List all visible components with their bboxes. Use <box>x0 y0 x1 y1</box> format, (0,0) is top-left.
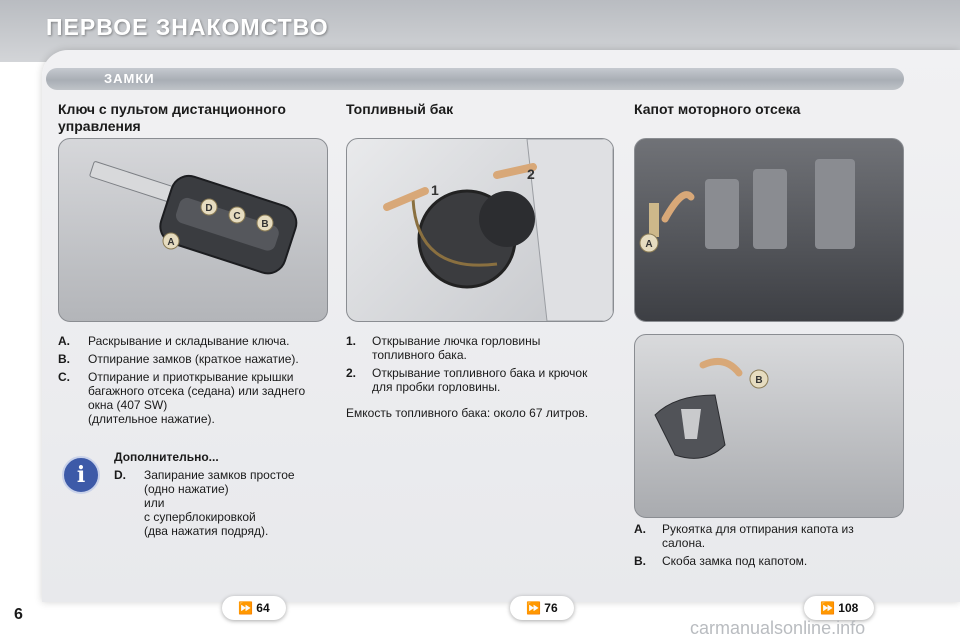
release-handle <box>649 203 659 237</box>
pedal-2 <box>753 169 787 249</box>
fuel-label-1: 1 <box>431 182 439 198</box>
key-label-b <box>257 215 273 231</box>
hood-latch-image <box>634 334 904 518</box>
key-image <box>58 138 328 322</box>
page-ref-64-link[interactable]: ⏩ 64 <box>222 596 286 620</box>
key-illustration <box>59 139 327 321</box>
car-body <box>527 139 613 321</box>
fuel-list <box>346 334 616 398</box>
key-heading: Ключ с пультом дистанционного управления <box>58 101 286 134</box>
fuel-image <box>346 138 614 322</box>
list-item: A. Рукоятка для отпирания капота из салона. <box>634 522 854 550</box>
page-title: ПЕРВОЕ ЗНАКОМСТВО <box>46 14 329 40</box>
hood-label-a: A <box>645 239 653 250</box>
section-title: ЗАМКИ <box>104 71 155 86</box>
hood-release-illustration <box>635 139 903 321</box>
svg-text:B: B <box>261 219 269 230</box>
hood-latch-illustration <box>635 335 903 517</box>
page-number: 6 <box>14 606 23 623</box>
key-blade <box>89 161 176 203</box>
arrow-1 <box>387 191 425 207</box>
section-ribbon <box>46 68 904 90</box>
list-item: B. Отпирание замков (краткое нажатие). <box>58 352 299 366</box>
hood-list <box>634 522 906 572</box>
note-list <box>114 468 334 542</box>
arrow-b <box>703 361 739 373</box>
pedal-3 <box>815 159 855 249</box>
hood-heading: Капот моторного отсека <box>634 101 801 117</box>
list-item: 2. Открывание топливного бака и крючок для пробки горловины. <box>346 366 588 394</box>
note-heading: Дополнительно... <box>114 450 219 464</box>
list-item: 1. Открывание лючка горловины топливного бака. <box>346 334 541 362</box>
key-label-c <box>229 207 245 223</box>
fuel-heading: Топливный бак <box>346 101 454 117</box>
list-item: C. Отпирание и приоткрывание крышки багажного отсека (седана) или заднего окна (407 SW) (длительное нажатие). <box>58 370 306 426</box>
page-ref-108-link[interactable]: ⏩ 108 <box>804 596 874 620</box>
hood-label-b: B <box>755 375 763 386</box>
hood-release-image <box>634 138 904 322</box>
list-item: D. Запирание замков простое (одно нажатие) или с суперблокировкой (два нажатия подряд). <box>114 468 295 538</box>
fuel-capacity: Емкость топливного бака: около 67 литров. <box>346 406 589 420</box>
key-label-d <box>201 199 217 215</box>
key-label-a <box>163 233 179 249</box>
pedal-1 <box>705 179 739 249</box>
arrow-a <box>665 195 691 219</box>
list-item: A. Раскрывание и складывание ключа. <box>58 334 290 348</box>
page-ref-76-link[interactable]: ⏩ 76 <box>510 596 574 620</box>
svg-text:C: C <box>233 211 241 222</box>
key-list <box>58 334 330 430</box>
fuel-illustration <box>347 139 613 321</box>
fuel-label-2: 2 <box>527 166 535 182</box>
svg-text:A: A <box>167 237 175 248</box>
info-icon: i <box>62 456 100 494</box>
watermark: carmanualsonline.info <box>690 618 866 638</box>
fuel-filler-neck <box>479 191 535 247</box>
svg-text:D: D <box>205 203 213 214</box>
list-item: B. Скоба замка под капотом. <box>634 554 808 568</box>
